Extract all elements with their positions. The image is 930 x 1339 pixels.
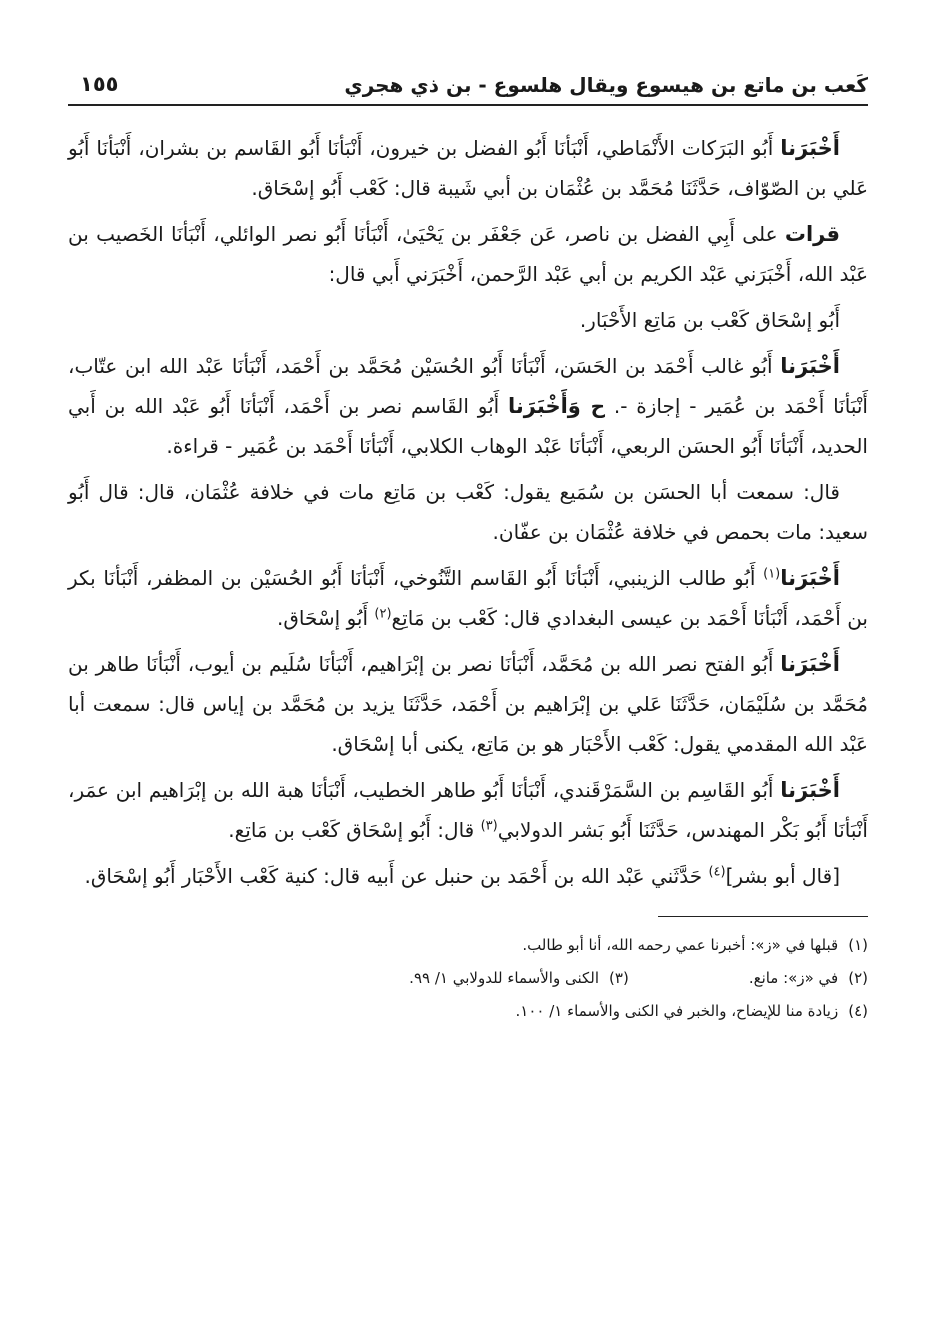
footnote-text: قبلها في «ز»: أخبرنا عمي رحمه الله، أنا أبو طالب.: [522, 936, 839, 954]
narration-lead: قرات: [784, 222, 840, 246]
paragraph-5: [68, 472, 868, 552]
paragraph-text-tail: حَدَّثَني عَبْد الله بن أَحْمَد بن حنبل عن أَبيه قال: كنية كَعْب الأَحْبَار أَبُو إسْحَاق.: [84, 864, 709, 888]
footnote-4: [516, 995, 868, 1028]
paragraph-8: [68, 770, 868, 850]
paragraph-6: [68, 558, 868, 638]
running-title: كَعب بن ماتع بن هيسوع ويقال هلسوع - بن ذي هجري: [344, 73, 868, 97]
narration-lead: أَخْبَرَنا: [780, 652, 840, 676]
page-number: ١٥٥: [80, 71, 119, 96]
paragraph-text: على أَبِي الفضل بن ناصر، عَن جَعْفَر بن يَحْيَىٰ، أَنْبَأنَا أَبُو نصر الوائلي، أَنْبَأنَا الخَصيب بن عَبْد الله، أَخْبَرَني عَبْد الكريم بن أبي عَبْد الرَّحمن، أَخْبَرَني أَبي قال:: [68, 222, 868, 286]
narration-lead: أَخْبَرَنا: [780, 354, 840, 378]
paragraph-text: أَبُو القَاسِم بن السَّمَرْقَندي، أَنْبَأنَا أَبُو طاهر الخطيب، أَنْبَأنَا هبة الله بن إبْرَاهيم ابن عمَر، أَنْبَأنَا أَبُو بَكْر المهندس، حَدَّثَنَا أَبُو بَشر الدولابي: [68, 778, 868, 842]
footnote-reference[interactable]: (٤): [708, 864, 726, 880]
paragraph-text-tail: أَبُو إسْحَاق.: [277, 606, 375, 630]
main-text: [68, 128, 868, 896]
footnote-1: [522, 929, 868, 962]
narration-lead-second: وَأَخْبَرَنا: [508, 394, 591, 418]
footnotes: [68, 929, 868, 1028]
footnote-3: [409, 962, 629, 995]
footnote-text: زيادة منا للإيضاح، والخبر في الكنى والأسماء ١/ ١٠٠.: [515, 1002, 839, 1020]
paragraph-text-continued: أَبُو القَاسم نصر بن أَحْمَد، أَنْبَأنَا أَبُو عَبْد الله بن أَبي الحديد، أَنْبَأنَا أَبُو الحسَن الربعي، أَنْبَأنَا عَبْد الوهاب الكلابي، أَنْبَأنَا أَحْمَد بن عُمَير - قراءة.: [68, 394, 868, 458]
footnote-text: الكنى والأسماء للدولابي ١/ ٩٩.: [409, 969, 600, 987]
page-header: [68, 62, 868, 106]
book-page: [68, 62, 868, 1302]
paragraph-text-tail: قال: أَبُو إسْحَاق كَعْب بن مَاتِع.: [228, 818, 481, 842]
footnote-line: [68, 962, 868, 995]
footnote-reference[interactable]: (١): [763, 566, 781, 582]
footnote-reference[interactable]: (٣): [480, 818, 498, 834]
paragraph-text: أَبُو طالب الزينبي، أَنْبَأنَا أَبُو القَاسم التَّنُوخي، أَنْبَأنَا أَبُو الحُسَيْن بن المظفر، أَنْبَأنَا بكر بن أَحْمَد، أَنْبَأنَا أَحْمَد بن عيسى البغدادي قال: كَعْب بن مَاتِع: [68, 566, 868, 630]
paragraph-text: أَبُو الفتح نصر الله بن مُحَمَّد، أَنْبَأنَا نصر بن إبْرَاهيم، أَنْبَأنَا سُلَيم بن أيوب، أَنْبَأنَا طاهر بن مُحَمَّد بن سُلَيْمَان، حَدَّثَنَا عَلي بن إبْرَاهيم بن أَحْمَد، حَدَّثَنَا يزيد بن مُحَمَّد بن إياس قال: سمعت أبا عَبْد الله المقدمي يقول: كَعْب الأَحْبَار هو بن مَاتِع، يكنى أبا إسْحَاق.: [68, 652, 868, 756]
paragraph-text: [قال أبو بشر]: [725, 864, 840, 888]
narration-lead: أَخْبَرَنا: [780, 566, 840, 590]
footnote-reference[interactable]: (٢): [374, 606, 392, 622]
narration-lead: أَخْبَرَنا: [780, 778, 840, 802]
footnote-text: في «ز»: مانع.: [748, 969, 839, 987]
paragraph-7: [68, 644, 868, 764]
paragraph-text: أَبُو غالب أَحْمَد بن الحَسَن، أَنْبَأنَا أَبُو الحُسَيْن مُحَمَّد بن أَحْمَد، أَنْبَأنَا عَبْد الله ابن عتّاب، أَنْبَأنَا أَحْمَد بن عُمَير - إجازة -.: [68, 354, 868, 418]
paragraph-4: [68, 346, 868, 466]
paragraph-1: [68, 128, 868, 208]
footnote-number: (١): [848, 936, 868, 954]
footnote-number: (٢): [848, 969, 868, 987]
narration-lead: أَخْبَرَنا: [780, 136, 840, 160]
paragraph-text: أَبُو البَرَكات الأَنْمَاطي، أَنْبَأنَا أَبُو الفضل بن خيرون، أَنْبَأنَا أَبُو القَاسم بن بشران، أَنْبَأنَا أَبُو عَلي بن الصّوّاف، حَدَّثَنَا مُحَمَّد بن عُثْمَان بن أبي شَيبة قال: كَعْب أَبُو إسْحَاق.: [68, 136, 868, 200]
paragraph-2: [68, 214, 868, 294]
footnote-line: [68, 929, 868, 962]
paragraph-text: قال: سمعت أبا الحسَن بن سُمَيع يقول: كَعْب بن مَاتِع مات في خلافة عُثْمَان، قال: قال أَبُو سعيد: مات بحمص في خلافة عُثْمَان بن عفّان.: [68, 480, 868, 544]
paragraph-3: [68, 300, 868, 340]
footnote-number: (٣): [609, 969, 629, 987]
paragraph-text: أَبُو إسْحَاق كَعْب بن مَاتِع الأَحْبَار.: [579, 308, 840, 332]
chain-separator: ح: [590, 394, 606, 418]
footnote-number: (٤): [848, 1002, 868, 1020]
footnote-divider: [658, 916, 868, 917]
footnote-line: [68, 995, 868, 1028]
footnote-2: [749, 962, 868, 995]
paragraph-9: [68, 856, 868, 896]
